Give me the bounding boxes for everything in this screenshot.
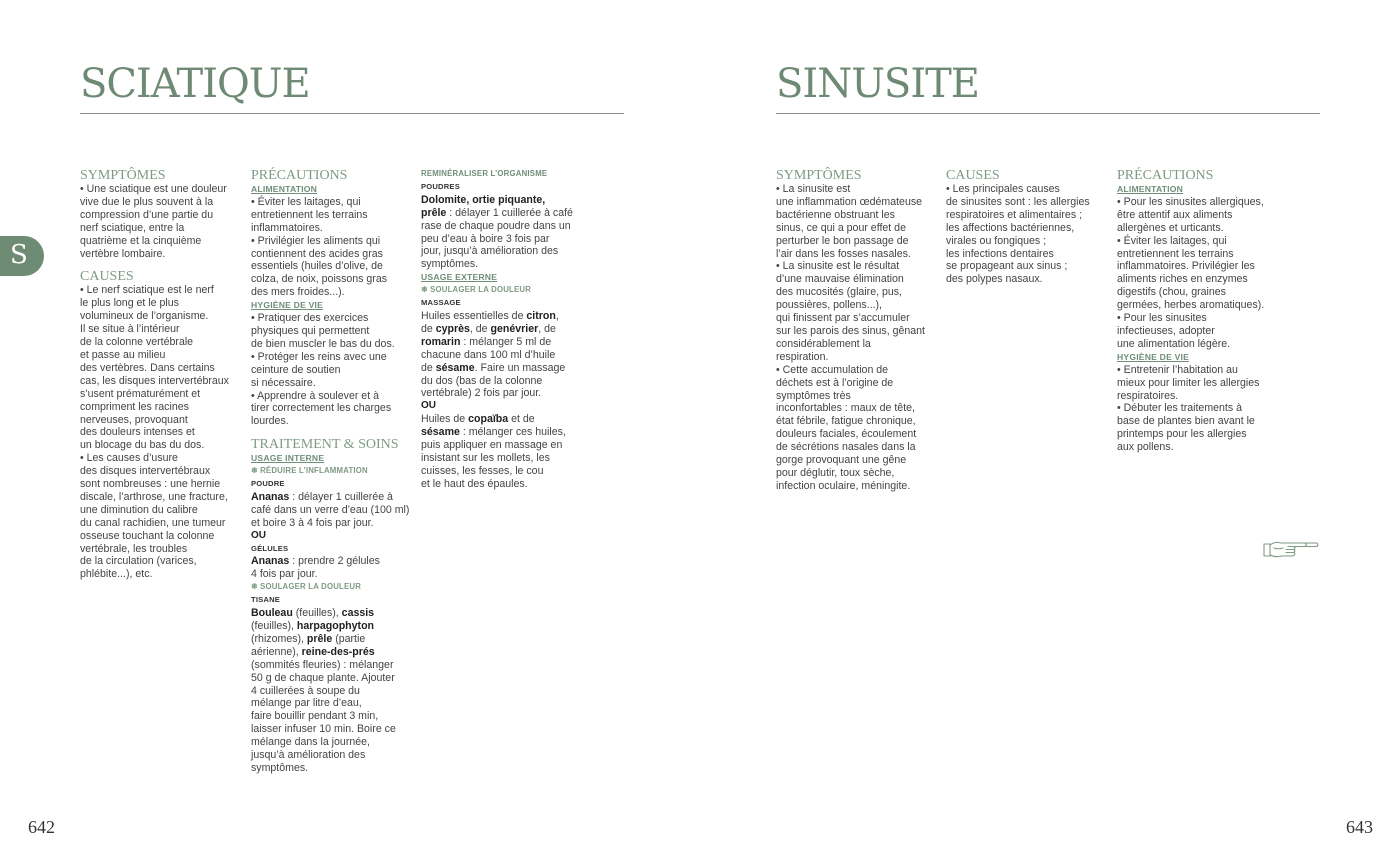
copaiba-text xyxy=(421,413,581,490)
text-line: • Privilégier les aliments qui xyxy=(251,234,381,247)
text-line: • Débuter les traitements à xyxy=(1117,402,1243,415)
text-line: cas, les disques intervertébraux xyxy=(80,374,229,387)
text-line: pour déglutir, toux sèche, xyxy=(776,466,895,479)
subheading-soulager-douleur: ❄ SOULAGER LA DOULEUR xyxy=(251,582,362,592)
section-heading-precautions: PRÉCAUTIONS xyxy=(1117,168,1214,183)
text-line: (sommités fleuries) : mélanger xyxy=(251,658,394,671)
text-line: douleurs faciales, écoulement xyxy=(776,428,917,441)
text-line: virales ou fongiques ; xyxy=(946,234,1047,247)
text-line: considérablement la xyxy=(776,337,871,350)
text-line: de cyprès, de genévrier, de xyxy=(421,322,556,335)
text-line: café dans un verre d’eau (100 ml) xyxy=(251,503,410,516)
title-rule xyxy=(776,113,1320,114)
text-line: bactérienne obstruant les xyxy=(776,208,895,221)
text-line: si nécessaire. xyxy=(251,376,316,389)
text-line: des mucosités (glaire, pus, xyxy=(776,286,903,299)
text-line: infectieuses, adopter xyxy=(1117,324,1215,337)
text-line: 4 cuillerées à soupe du xyxy=(251,684,360,697)
label-gelules: GÉLULES xyxy=(251,543,289,553)
text-line: du canal rachidien, une tumeur xyxy=(80,516,226,529)
text-line: symptômes très xyxy=(776,389,851,402)
column-sciatique-2 xyxy=(251,168,411,775)
text-line: romarin : mélanger 5 ml de xyxy=(421,335,552,348)
text-line: discale, l’arthrose, une fracture, xyxy=(80,490,228,503)
text-line: respiratoires et alimentaires ; xyxy=(946,208,1083,221)
column-sinusite-3 xyxy=(1117,168,1277,454)
text-line: compression d’une partie du xyxy=(80,208,214,221)
poudre-text xyxy=(251,491,411,530)
text-line: poussières, pollens...), xyxy=(776,299,882,312)
section-heading-traitement: TRAITEMENT & SOINS xyxy=(251,437,399,453)
text-line: sinus, ce qui a pour effet de xyxy=(776,221,906,234)
section-heading-causes: CAUSES xyxy=(80,269,134,285)
section-heading-symptomes: SYMPTÔMES xyxy=(776,168,862,183)
column-sciatique-3 xyxy=(421,168,581,491)
text-line: volumineux de l’organisme. xyxy=(80,310,209,323)
text-line: quatrième et la cinquième xyxy=(80,234,202,247)
right-page xyxy=(700,0,1400,867)
text-line: l’air dans les fosses nasales. xyxy=(776,247,911,260)
text-line: • Éviter les laitages, qui xyxy=(251,195,361,208)
poudres-text xyxy=(421,194,581,271)
label-ou-2: OU xyxy=(421,400,436,412)
text-line: germées, herbes aromatiques). xyxy=(1117,299,1265,312)
text-line: essentiels (huiles d’olive, de xyxy=(251,260,383,273)
text-line: respiratoires. xyxy=(1117,389,1179,402)
title-rule xyxy=(80,113,624,114)
page-number-right: 643 xyxy=(1346,817,1373,837)
text-line: Dolomite, ortie piquante, xyxy=(421,193,546,206)
label-poudres: POUDRES xyxy=(421,181,460,191)
text-line: et boire 3 à 4 fois par jour. xyxy=(251,516,374,529)
gelules-text xyxy=(251,555,411,581)
section-heading-symptomes: SYMPTÔMES xyxy=(80,168,166,183)
section-heading-causes: CAUSES xyxy=(946,168,1000,183)
causes-text xyxy=(946,183,1106,286)
text-line: une alimentation légère. xyxy=(1117,337,1231,350)
text-line: sésame : mélanger ces huiles, xyxy=(421,426,566,439)
text-line: de sécrétions nasales dans la xyxy=(776,441,916,454)
alimentation-text xyxy=(1117,196,1277,351)
text-line: aliments riches en enzymes xyxy=(1117,273,1248,286)
tisane-text xyxy=(251,607,411,775)
text-line: puis appliquer en massage en xyxy=(421,439,563,452)
tab-letter: S xyxy=(10,240,28,270)
column-sinusite-2 xyxy=(946,168,1106,286)
text-line: des disques intervertébraux xyxy=(80,465,211,478)
text-line: peu d’eau à boire 3 fois par xyxy=(421,232,550,245)
text-line: déchets est à l’origine de xyxy=(776,376,894,389)
text-line: vertèbre lombaire. xyxy=(80,247,166,260)
column-sciatique-1 xyxy=(80,168,240,581)
text-line: faire bouillir pendant 3 min, xyxy=(251,710,379,723)
text-line: et le haut des épaules. xyxy=(421,477,528,490)
alimentation-text xyxy=(251,196,411,299)
text-line: tirer correctement les charges xyxy=(251,402,392,415)
text-line: perturber le bon passage de xyxy=(776,234,909,247)
text-line: cuisses, les fesses, le cou xyxy=(421,464,544,477)
text-line: entretiennent les terrains xyxy=(1117,247,1234,260)
hygiene-text xyxy=(1117,364,1277,454)
text-line: colza, de noix, poissons gras xyxy=(251,273,388,286)
text-line: des vertèbres. Dans certains xyxy=(80,361,215,374)
text-line: de sinusites sont : les allergies xyxy=(946,195,1090,208)
text-line: • La sinusite est le résultat xyxy=(776,260,900,273)
page-title-sciatique: SCIATIQUE xyxy=(80,61,310,107)
text-line: des mers froides...). xyxy=(251,286,345,299)
subheading-hygiene: HYGIÈNE DE VIE xyxy=(1117,351,1190,362)
text-line: sont nombreuses : une hernie xyxy=(80,478,221,491)
text-line: rase de chaque poudre dans un xyxy=(421,219,571,232)
text-line: respiration. xyxy=(776,350,829,363)
text-line: Huiles de copaïba et de xyxy=(421,413,535,426)
text-line: Huiles essentielles de citron, xyxy=(421,309,559,322)
subheading-hygiene: HYGIÈNE DE VIE xyxy=(251,300,324,311)
text-line: • Le nerf sciatique est le nerf xyxy=(80,284,214,297)
text-line: insistant sur les mollets, les xyxy=(421,451,550,464)
text-line: • Éviter les laitages, qui xyxy=(1117,234,1227,247)
text-line: Bouleau (feuilles), cassis xyxy=(251,607,375,620)
pointing-hand-icon[interactable] xyxy=(1262,538,1320,560)
text-line: chacune dans 100 ml d’huile xyxy=(421,348,556,361)
text-line: osseuse touchant la colonne xyxy=(80,529,215,542)
text-line: digestifs (chou, graines xyxy=(1117,286,1226,299)
text-line: une inflammation œdémateuse xyxy=(776,195,923,208)
text-line: vertébrale, les troubles xyxy=(80,542,188,555)
symptomes-text xyxy=(80,183,240,260)
text-line: • La sinusite est xyxy=(776,183,851,195)
text-line: sur les parois des sinus, gênant xyxy=(776,324,925,337)
text-line: • Entretenir l’habitation au xyxy=(1117,363,1238,376)
text-line: jusqu’à amélioration des xyxy=(251,749,366,762)
text-line: 50 g de chaque plante. Ajouter xyxy=(251,671,395,684)
text-line: printemps pour les allergies xyxy=(1117,428,1247,441)
text-line: contiennent des acides gras xyxy=(251,247,383,260)
column-sinusite-1 xyxy=(776,168,936,493)
text-line: • Pratiquer des exercices xyxy=(251,312,369,325)
text-line: inconfortables : maux de tête, xyxy=(776,402,915,415)
text-line: infection oculaire, méningite. xyxy=(776,479,911,492)
text-line: prêle : délayer 1 cuillerée à café xyxy=(421,206,573,219)
text-line: les affections bactériennes, xyxy=(946,221,1075,234)
text-line: jour, jusqu’à amélioration des xyxy=(421,245,559,258)
text-line: base de plantes bien avant le xyxy=(1117,415,1255,428)
text-line: compriment les racines xyxy=(80,400,189,413)
text-line: mieux pour limiter les allergies xyxy=(1117,376,1260,389)
text-line: • Protéger les reins avec une xyxy=(251,350,387,363)
text-line: nerf sciatique, entre la xyxy=(80,221,185,234)
text-line: nerveuses, provoquant xyxy=(80,413,188,426)
text-line: lourdes. xyxy=(251,415,289,428)
text-line: vive due le plus souvent à la xyxy=(80,195,214,208)
text-line: être attentif aux aliments xyxy=(1117,208,1233,221)
page-number-left: 642 xyxy=(28,817,55,837)
text-line: Ananas : délayer 1 cuillerée à xyxy=(251,490,393,503)
text-line: allergènes et urticants. xyxy=(1117,221,1224,234)
text-line: des douleurs intenses et xyxy=(80,426,195,439)
text-line: (feuilles), harpagophyton xyxy=(251,620,375,632)
text-line: aux pollens. xyxy=(1117,441,1174,454)
subheading-usage-interne: USAGE INTERNE xyxy=(251,453,325,464)
subheading-soulager-douleur-2: ❄ SOULAGER LA DOULEUR xyxy=(421,285,532,295)
text-line: inflammatoires. xyxy=(251,221,323,234)
text-line: symptômes. xyxy=(421,258,479,271)
subheading-usage-externe: USAGE EXTERNE xyxy=(421,272,498,283)
label-ou: OU xyxy=(251,529,266,541)
page-title-sinusite: SINUSITE xyxy=(776,61,979,107)
text-line: des polypes nasaux. xyxy=(946,273,1043,286)
hygiene-text xyxy=(251,312,411,428)
label-massage: MASSAGE xyxy=(421,298,461,308)
text-line: le plus long et le plus xyxy=(80,297,179,310)
text-line: phlébite...), etc. xyxy=(80,568,153,581)
text-line: mélange par litre d’eau, xyxy=(251,697,362,710)
text-line: Ananas : prendre 2 gélules xyxy=(251,555,380,568)
text-line: se propageant aux sinus ; xyxy=(946,260,1068,273)
text-line: aérienne), reine-des-prés xyxy=(251,645,375,658)
text-line: de sésame. Faire un massage xyxy=(421,361,566,374)
text-line: • Pour les sinusites xyxy=(1117,312,1207,325)
subheading-reduire-inflammation: ❄ RÉDUIRE L’INFLAMMATION xyxy=(251,466,368,476)
label-poudre: POUDRE xyxy=(251,479,285,489)
text-line: gorge provoquant une gêne xyxy=(776,454,907,467)
section-heading-precautions: PRÉCAUTIONS xyxy=(251,168,348,183)
text-line: s’usent prématurément et xyxy=(80,387,201,400)
text-line: état fébrile, fatigue chronique, xyxy=(776,415,916,428)
text-line: • Les causes d’usure xyxy=(80,452,178,465)
label-tisane: TISANE xyxy=(251,595,281,605)
text-line: une diminution du calibre xyxy=(80,503,198,516)
text-line: de la colonne vertébrale xyxy=(80,336,194,349)
text-line: (rhizomes), prêle (partie xyxy=(251,632,366,645)
text-line: symptômes. xyxy=(251,761,309,774)
text-line: mélange dans la journée, xyxy=(251,736,370,749)
text-line: les infections dentaires xyxy=(946,247,1054,260)
text-line: du dos (bas de la colonne xyxy=(421,374,543,387)
symptomes-text xyxy=(776,183,936,493)
text-line: • Une sciatique est une douleur xyxy=(80,183,227,195)
text-line: Il se situe à l’intérieur xyxy=(80,323,180,336)
text-line: qui finissent par s’accumuler xyxy=(776,312,910,325)
text-line: de la circulation (varices, xyxy=(80,555,197,568)
text-line: • Les principales causes xyxy=(946,183,1060,195)
subheading-alimentation: ALIMENTATION xyxy=(1117,184,1184,194)
text-line: d’une mauvaise élimination xyxy=(776,273,904,286)
text-line: et passe au milieu xyxy=(80,348,166,361)
text-line: • Cette accumulation de xyxy=(776,363,889,376)
text-line: un blocage du bas du dos. xyxy=(80,439,205,452)
text-line: ceinture de soutien xyxy=(251,363,341,376)
text-line: entretiennent les terrains xyxy=(251,208,368,221)
text-line: • Pour les sinusites allergiques, xyxy=(1117,195,1264,208)
text-line: inflammatoires. Privilégier les xyxy=(1117,260,1255,273)
text-line: de bien muscler le bas du dos. xyxy=(251,337,395,350)
alphabet-tab[interactable] xyxy=(0,236,44,276)
text-line: laisser infuser 10 min. Boire ce xyxy=(251,723,396,736)
subheading-alimentation: ALIMENTATION xyxy=(251,184,318,194)
text-line: 4 fois par jour. xyxy=(251,568,318,581)
massage-text xyxy=(421,310,581,400)
text-line: physiques qui permettent xyxy=(251,324,370,337)
causes-text xyxy=(80,284,240,581)
subheading-remineraliser: REMINÉRALISER L’ORGANISME xyxy=(421,169,548,178)
text-line: vertébrale) 2 fois par jour. xyxy=(421,387,542,400)
text-line: • Apprendre à soulever et à xyxy=(251,389,379,402)
